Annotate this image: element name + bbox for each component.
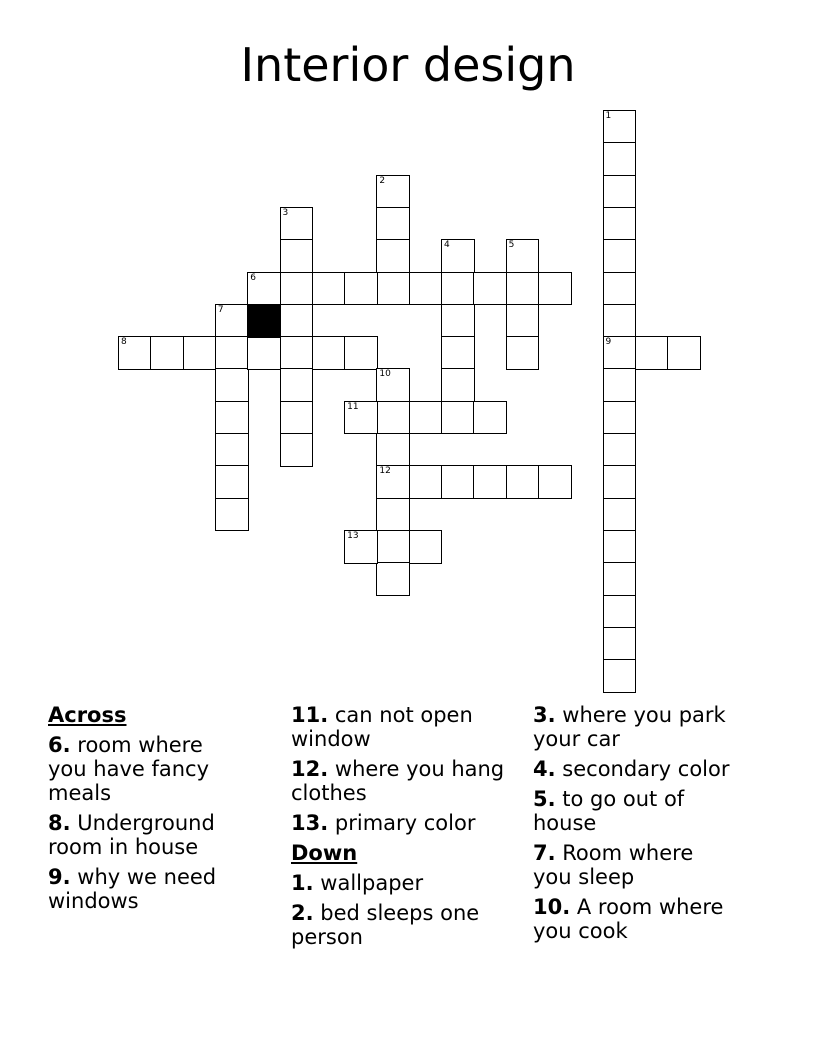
crossword-cell[interactable] [603, 368, 637, 402]
crossword-cell[interactable] [215, 401, 249, 435]
cell-number: 8 [121, 337, 127, 348]
clue-text: bed sleeps one person [291, 901, 480, 949]
crossword-cell[interactable] [280, 239, 314, 273]
crossword-cell[interactable] [538, 465, 572, 499]
crossword-cell[interactable] [344, 401, 378, 435]
cell-number: 11 [347, 401, 359, 412]
clue-column-2 [291, 703, 526, 955]
clue-across-9 [48, 865, 233, 913]
clue-number: 1. [291, 871, 314, 895]
cell-number: 1 [605, 111, 612, 121]
crossword-cell[interactable] [183, 336, 217, 370]
crossword-cell[interactable] [312, 336, 346, 370]
crossword-cell[interactable] [376, 562, 410, 596]
crossword-cell[interactable] [247, 272, 281, 306]
crossword-cell[interactable] [603, 142, 637, 176]
crossword-cell[interactable] [603, 304, 637, 338]
clue-down-10 [533, 895, 734, 943]
black-cell [247, 304, 281, 338]
crossword-cell[interactable] [150, 336, 184, 370]
clue-across-12 [291, 757, 526, 805]
clue-number: 8. [48, 811, 71, 835]
clue-text: A room where you cook [533, 895, 724, 943]
crossword-cell[interactable] [247, 336, 281, 370]
clue-number: 7. [533, 841, 556, 865]
clue-text: room where you have fancy meals [48, 733, 210, 805]
crossword-cell[interactable] [215, 336, 249, 370]
crossword-cell[interactable] [344, 530, 378, 564]
cell-number: 10 [379, 369, 391, 380]
crossword-cell[interactable] [603, 272, 637, 306]
crossword-cell[interactable] [376, 207, 410, 241]
clue-down-1 [291, 871, 526, 895]
crossword-cell[interactable] [603, 336, 637, 370]
cell-number: 2 [379, 175, 386, 186]
cell-number: 9 [605, 337, 612, 348]
crossword-cell[interactable] [473, 465, 507, 499]
crossword-cell[interactable] [603, 239, 637, 273]
clue-text: secondary color [562, 757, 730, 781]
crossword-cell[interactable] [376, 498, 410, 532]
crossword-cell[interactable] [376, 401, 410, 435]
clue-number: 4. [533, 757, 556, 781]
cell-number: 13 [347, 530, 359, 541]
crossword-cell[interactable] [506, 239, 540, 273]
cell-number: 5 [508, 240, 515, 251]
crossword-cell[interactable] [344, 336, 378, 370]
clue-down-5 [533, 787, 734, 835]
crossword-cell[interactable] [376, 465, 410, 499]
clue-text: Room where you sleep [533, 841, 694, 889]
crossword-cell[interactable] [603, 659, 637, 693]
crossword-cell[interactable] [215, 433, 249, 467]
crossword-cell[interactable] [603, 562, 637, 596]
crossword-cell[interactable] [409, 272, 443, 306]
cell-number: 4 [444, 240, 450, 251]
crossword-cell[interactable] [603, 110, 637, 144]
crossword-cell[interactable] [603, 595, 637, 629]
clue-text: can not open window [291, 703, 473, 751]
crossword-cell[interactable] [635, 336, 669, 370]
crossword-cell[interactable] [280, 433, 314, 467]
clue-across-8 [48, 811, 233, 859]
clue-across-13 [291, 811, 526, 835]
crossword-cell[interactable] [376, 239, 410, 273]
crossword-cell[interactable] [603, 498, 637, 532]
clue-number: 5. [533, 787, 556, 811]
down-heading: Down [291, 841, 358, 865]
crossword-cell[interactable] [667, 336, 701, 370]
crossword-cell[interactable] [376, 272, 410, 306]
cell-number: 7 [217, 304, 224, 315]
clue-number: 10. [533, 895, 571, 919]
clue-text: Underground room in house [48, 811, 215, 859]
clue-column-1 [48, 703, 233, 919]
crossword-cell[interactable] [312, 272, 346, 306]
crossword-cell[interactable] [506, 304, 540, 338]
crossword-cell[interactable] [603, 175, 637, 209]
crossword-cell[interactable] [280, 304, 314, 338]
page-title: Interior design [240, 38, 576, 92]
crossword-cell[interactable] [506, 272, 540, 306]
clue-number: 6. [48, 733, 71, 757]
crossword-cell[interactable] [441, 239, 475, 273]
crossword-cell[interactable] [538, 272, 572, 306]
crossword-cell[interactable] [473, 272, 507, 306]
crossword-cell[interactable] [376, 175, 410, 209]
clue-across-6 [48, 733, 233, 805]
clue-across-11 [291, 703, 526, 751]
clue-text: why we need windows [48, 865, 217, 913]
crossword-cell[interactable] [603, 465, 637, 499]
clue-text: primary color [334, 811, 476, 835]
clue-down-2 [291, 901, 526, 949]
crossword-cell[interactable] [506, 465, 540, 499]
clue-number: 13. [291, 811, 329, 835]
crossword-cell[interactable] [376, 433, 410, 467]
crossword-cell[interactable] [506, 336, 540, 370]
crossword-cell[interactable] [441, 304, 475, 338]
cell-number: 3 [282, 207, 289, 218]
crossword-cell[interactable] [603, 433, 637, 467]
crossword-cell[interactable] [409, 401, 443, 435]
clue-number: 9. [48, 865, 71, 889]
cell-number: 6 [250, 272, 256, 283]
crossword-cell[interactable] [409, 465, 443, 499]
clue-down-7 [533, 841, 734, 889]
crossword-cell[interactable] [215, 304, 249, 338]
clue-number: 12. [291, 757, 329, 781]
clue-down-4 [533, 757, 734, 781]
clue-number: 11. [291, 703, 329, 727]
crossword-cell[interactable] [376, 368, 410, 402]
crossword-cell[interactable] [376, 530, 410, 564]
crossword-cell[interactable] [603, 627, 637, 661]
crossword-cell[interactable] [215, 368, 249, 402]
crossword-cell[interactable] [280, 368, 314, 402]
clue-text: to go out of house [533, 787, 685, 835]
crossword-cell[interactable] [603, 401, 637, 435]
crossword-cell[interactable] [215, 465, 249, 499]
clue-number: 3. [533, 703, 556, 727]
crossword-cell[interactable] [409, 530, 443, 564]
crossword-cell[interactable] [441, 465, 475, 499]
clue-number: 2. [291, 901, 314, 925]
crossword-cell[interactable] [441, 272, 475, 306]
clue-text: where you hang clothes [291, 757, 505, 805]
crossword-cell[interactable] [441, 368, 475, 402]
crossword-cell[interactable] [280, 336, 314, 370]
crossword-cell[interactable] [473, 401, 507, 435]
clue-text: wallpaper [320, 871, 424, 895]
crossword-cell[interactable] [280, 272, 314, 306]
crossword-cell[interactable] [118, 336, 152, 370]
clue-text: where you park your car [533, 703, 726, 751]
clue-column-3 [533, 703, 734, 949]
crossword-cell[interactable] [280, 401, 314, 435]
crossword-cell[interactable] [603, 530, 637, 564]
across-heading: Across [48, 703, 127, 727]
crossword-cell[interactable] [280, 207, 314, 241]
crossword-cell[interactable] [441, 401, 475, 435]
clue-down-3 [533, 703, 734, 751]
crossword-cell[interactable] [215, 498, 249, 532]
crossword-cell[interactable] [344, 272, 378, 306]
crossword-cell[interactable] [603, 207, 637, 241]
cell-number: 12 [379, 466, 391, 477]
crossword-cell[interactable] [441, 336, 475, 370]
